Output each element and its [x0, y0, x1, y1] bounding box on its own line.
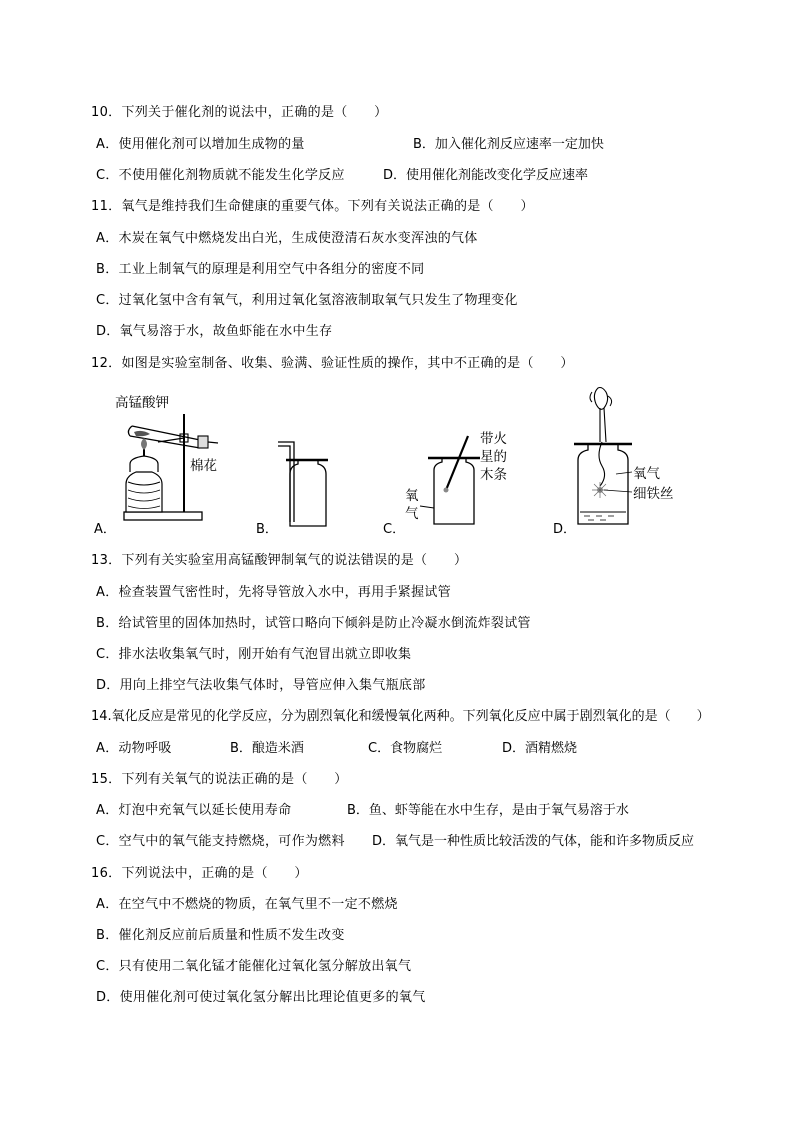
apparatus-b-collecting-bottle	[276, 440, 336, 530]
question-15-option-a: A．灯泡中充氧气以延长使用寿命	[96, 803, 292, 818]
question-10-stem: 10．下列关于催化剂的说法中，正确的是（ ）	[91, 105, 388, 120]
question-15-option-d: D．氧气是一种性质比较活泼的气体，能和许多物质反应	[372, 834, 695, 849]
question-11-option-a: A．木炭在氧气中燃烧发出白光，生成使澄清石灰水变浑浊的气体	[96, 231, 478, 246]
question-12-stem: 12．如图是实验室制备、收集、验满、验证性质的操作，其中不正确的是（ ）	[91, 356, 574, 371]
question-10-option-b: B．加入催化剂反应速率一定加快	[413, 137, 604, 152]
question-14-option-d: D．酒精燃烧	[502, 741, 578, 756]
figure-c-gas-line-1: 氧	[405, 488, 419, 504]
question-16-option-d: D．使用催化剂可使过氧化氢分解出比理论值更多的氧气	[96, 990, 426, 1005]
question-16-option-b: B．催化剂反应前后质量和性质不发生改变	[96, 928, 345, 943]
figure-a-cotton-label: 棉花	[190, 458, 217, 474]
figure-c-stick-line-1: 带火	[480, 431, 507, 447]
apparatus-a-heating-tube	[118, 412, 218, 527]
question-15-stem: 15．下列有关氧气的说法正确的是（ ）	[91, 772, 348, 787]
apparatus-c-gas-bottle	[424, 436, 484, 528]
figure-label-a: A．	[94, 522, 116, 537]
question-11-stem: 11．氧气是维持我们生命健康的重要气体。下列有关说法正确的是（ ）	[91, 199, 534, 214]
question-10-option-a: A．使用催化剂可以增加生成物的量	[96, 137, 305, 152]
question-13-option-c: C．排水法收集氧气时，刚开始有气泡冒出就立即收集	[96, 647, 412, 662]
question-16-option-c: C．只有使用二氧化锰才能催化过氧化氢分解放出氧气	[96, 959, 412, 974]
question-15-option-b: B．鱼、虾等能在水中生存，是由于氧气易溶于水	[347, 803, 629, 818]
question-16-stem: 16．下列说法中，正确的是（ ）	[91, 866, 308, 881]
figure-d-wire-label: 细铁丝	[633, 486, 674, 502]
question-13-stem: 13．下列有关实验室用高锰酸钾制氧气的说法错误的是（ ）	[91, 553, 468, 568]
figure-c-stick-line-2: 星的	[480, 449, 507, 465]
question-10-option-d: D．使用催化剂能改变化学反应速率	[383, 168, 589, 183]
question-14-option-b: B．酿造米酒	[230, 741, 304, 756]
question-13-option-b: B．给试管里的固体加热时，试管口略向下倾斜是防止冷凝水倒流炸裂试管	[96, 616, 531, 631]
figure-label-d: D．	[553, 522, 577, 537]
question-14-stem: 14.氧化反应是常见的化学反应，分为剧烈氧化和缓慢氧化两种。下列氧化反应中属于剧烈氧化的是（ ）	[91, 709, 710, 724]
question-10-option-c: C．不使用催化剂物质就不能发生化学反应	[96, 168, 345, 183]
figure-c-stick-line-3: 木条	[480, 467, 507, 483]
figure-label-c: C．	[383, 522, 406, 537]
figure-c-gas-line-2: 气	[405, 506, 419, 522]
figure-a-reagent-label: 高锰酸钾	[115, 395, 169, 411]
question-13-option-a: A．检查装置气密性时，先将导管放入水中，再用手紧握试管	[96, 585, 451, 600]
question-11-option-d: D．氧气易溶于水，故鱼虾能在水中生存	[96, 324, 333, 339]
question-11-option-c: C．过氧化氢中含有氧气，利用过氧化氢溶液制取氧气只发生了物理变化	[96, 293, 518, 308]
figure-d-gas-label: 氧气	[633, 466, 660, 482]
question-11-option-b: B．工业上制氧气的原理是利用空气中各组分的密度不同	[96, 262, 425, 277]
question-15-option-c: C．空气中的氧气能支持燃烧，可作为燃料	[96, 834, 345, 849]
question-14-option-a: A．动物呼吸	[96, 741, 172, 756]
apparatus-d-iron-wire-bottle	[570, 386, 636, 530]
question-13-option-d: D．用向上排空气法收集气体时，导管应伸入集气瓶底部	[96, 678, 426, 693]
figure-label-b: B．	[256, 522, 278, 537]
question-14-option-c: C．食物腐烂	[368, 741, 443, 756]
question-16-option-a: A．在空气中不燃烧的物质，在氧气里不一定不燃烧	[96, 897, 398, 912]
